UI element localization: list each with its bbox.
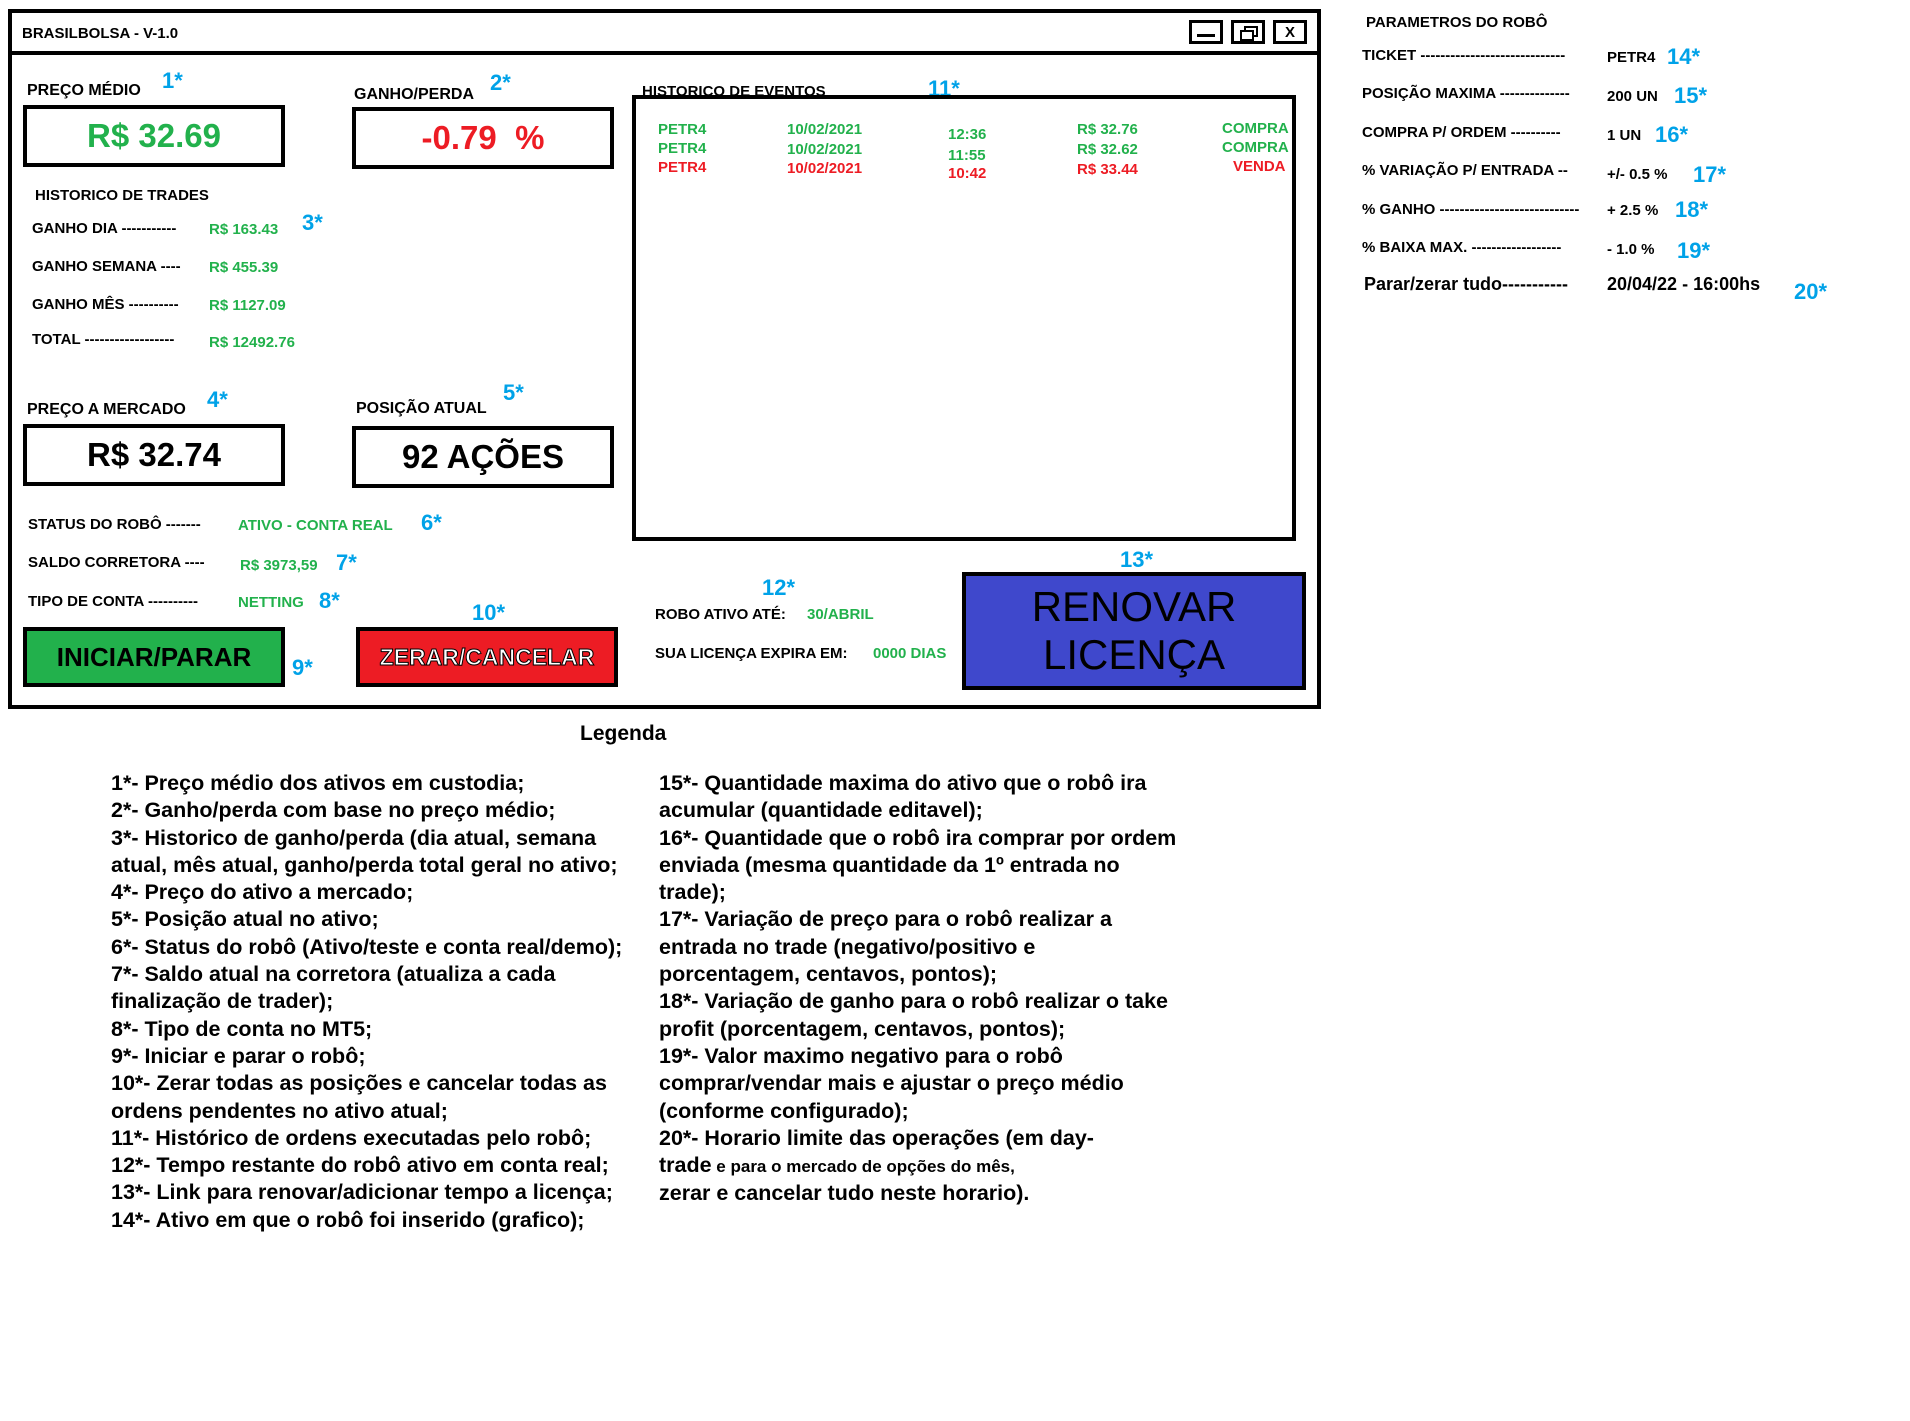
legend-item: 6*- Status do robô (Ativo/teste e conta real/demo); <box>111 934 623 959</box>
event-time: 12:36 <box>948 126 987 143</box>
event-type: COMPRA <box>1222 139 1289 156</box>
license-expires-label: SUA LICENÇA EXPIRA EM: <box>655 645 848 662</box>
legend-right-column <box>659 770 1179 1208</box>
legend-item: 5*- Posição atual no ativo; <box>111 907 379 932</box>
legend-item: 13*- Link para renovar/adicionar tempo a licença; <box>111 1180 613 1205</box>
legend-item: 8*- Tipo de conta no MT5; <box>111 1016 373 1041</box>
robot-status-label: STATUS DO ROBÔ ------- <box>28 516 201 533</box>
close-icon: X <box>1284 23 1295 41</box>
marker-8: 8* <box>319 588 340 613</box>
param-max-low-value: - 1.0 % <box>1607 241 1655 258</box>
legend-item: 18*- Variação de ganho para o robô realizar o take profit (porcentagem, centavos, pontos); <box>659 989 1169 1041</box>
param-entry-variation-value: +/- 0.5 % <box>1607 166 1668 183</box>
renew-label-line2: LICENÇA <box>1042 631 1226 678</box>
market-price-box <box>23 424 285 486</box>
legend-left-column <box>111 770 651 1234</box>
legend-item: 7*- Saldo atual na corretora (atualiza a cada finalização de trader); <box>111 962 556 1014</box>
marker-15: 15* <box>1674 83 1708 108</box>
events-panel <box>632 95 1296 541</box>
legend-item: 4*- Preço do ativo a mercado; <box>111 880 414 905</box>
event-type: VENDA <box>1233 158 1286 175</box>
param-gain-value: + 2.5 % <box>1607 202 1659 219</box>
close-button[interactable] <box>1273 20 1307 44</box>
minimize-button[interactable] <box>1189 20 1223 44</box>
gain-loss-value: -0.79 % <box>421 119 545 156</box>
event-date: 10/02/2021 <box>787 121 863 138</box>
start-stop-button[interactable] <box>23 627 285 687</box>
legend-item: 9*- Iniciar e parar o robô; <box>111 1043 366 1068</box>
event-time: 10:42 <box>948 165 987 182</box>
position-box <box>352 426 614 488</box>
avg-price-box <box>23 105 285 167</box>
gain-loss-label: GANHO/PERDA <box>354 86 475 103</box>
event-type: COMPRA <box>1222 120 1289 137</box>
param-max-position-value: 200 UN <box>1607 88 1658 105</box>
legend-item: 3*- Historico de ganho/perda (dia atual, semana atual, mês atual, ganho/perda total geral no ativo; <box>111 825 618 877</box>
restore-button[interactable] <box>1231 20 1265 44</box>
param-max-position-label: POSIÇÃO MAXIMA -------------- <box>1362 85 1570 102</box>
legend-item: 14*- Ativo em que o robô foi inserido (grafico); <box>111 1207 585 1232</box>
legend-item: 12*- Tempo restante do robô ativo em conta real; <box>111 1153 609 1178</box>
param-max-low-label: % BAIXA MAX. ------------------ <box>1362 239 1562 256</box>
legend-item: 15*- Quantidade maxima do ativo que o robô ira acumular (quantidade editavel); <box>659 771 1147 823</box>
event-time: 11:55 <box>948 147 986 164</box>
license-expires-value: 0000 DIAS <box>873 645 947 662</box>
marker-1: 1* <box>162 68 183 93</box>
renew-license-button[interactable] <box>962 572 1306 690</box>
account-type-value: NETTING <box>238 594 304 611</box>
zero-cancel-button[interactable] <box>356 627 618 687</box>
event-price: R$ 33.44 <box>1077 161 1138 178</box>
trade-row-value: R$ 1127.09 <box>209 297 286 314</box>
position-label: POSIÇÃO ATUAL <box>356 400 487 417</box>
event-ticker: PETR4 <box>658 121 707 138</box>
marker-12: 12* <box>762 575 796 600</box>
active-until-value: 30/ABRIL <box>807 606 874 623</box>
event-price: R$ 32.76 <box>1077 121 1138 138</box>
param-stop-all-value: 20/04/22 - 16:00hs <box>1607 274 1761 294</box>
avg-price-label: PREÇO MÉDIO <box>27 82 141 99</box>
market-price-label: PREÇO A MERCADO <box>27 401 186 418</box>
marker-2: 2* <box>490 70 511 95</box>
events-title: HISTORICO DE EVENTOS <box>642 83 826 100</box>
param-entry-variation-label: % VARIAÇÃO P/ ENTRADA -- <box>1362 162 1568 179</box>
legend-item: 17*- Variação de preço para o robô realizar a entrada no trade (negativo/positivo e porcentagem, centavos, pontos); <box>659 907 1112 987</box>
marker-3: 3* <box>302 210 323 235</box>
legend-item: 16*- Quantidade que o robô ira comprar por ordem enviada (mesma quantidade da 1º entrada no trade); <box>659 825 1177 905</box>
legend-item-20-line2b: e para o mercado de opções do mês, <box>711 1157 1015 1177</box>
account-type-label: TIPO DE CONTA ---------- <box>28 593 198 610</box>
window-title: BRASILBOLSA - V-1.0 <box>22 25 179 42</box>
legend-item <box>659 1125 1179 1208</box>
legend-item: 19*- Valor maximo negativo para o robô comprar/vendar mais e ajustar o preço médio (conforme configurado); <box>659 1043 1124 1123</box>
restore-icon <box>1240 26 1256 38</box>
balance-value: R$ 3973,59 <box>240 557 318 574</box>
trade-row-label: TOTAL ------------------ <box>32 331 175 348</box>
title-bar <box>12 13 1317 55</box>
zero-cancel-label: ZERAR/CANCELAR <box>379 643 595 670</box>
marker-20: 20* <box>1794 279 1828 304</box>
market-price-value: R$ 32.74 <box>87 436 221 473</box>
start-stop-label: INICIAR/PARAR <box>56 641 252 672</box>
legend-item-20-line3: zerar e cancelar tudo neste horario). <box>659 1181 1030 1206</box>
marker-13: 13* <box>1120 547 1154 572</box>
event-ticker: PETR4 <box>658 159 707 176</box>
param-order-qty-value: 1 UN <box>1607 127 1642 144</box>
marker-14: 14* <box>1667 44 1701 69</box>
marker-7: 7* <box>336 550 357 575</box>
legend-title: Legenda <box>580 722 667 745</box>
marker-9: 9* <box>292 655 313 680</box>
legend-item-20-line2a: trade <box>659 1153 712 1178</box>
event-date: 10/02/2021 <box>787 141 863 158</box>
minimize-icon <box>1197 34 1215 37</box>
marker-19: 19* <box>1677 238 1711 263</box>
trade-row-value: R$ 12492.76 <box>209 334 295 351</box>
event-price: R$ 32.62 <box>1077 141 1138 158</box>
trade-row-label: GANHO SEMANA ---- <box>32 258 181 275</box>
trade-row-label: GANHO MÊS ---------- <box>32 296 179 313</box>
marker-16: 16* <box>1655 122 1689 147</box>
param-ticker-label: TICKET ----------------------------- <box>1362 47 1566 64</box>
position-value: 92 AÇÕES <box>401 438 564 475</box>
renew-label-line1: RENOVAR <box>1031 583 1237 630</box>
event-date: 10/02/2021 <box>787 160 863 177</box>
avg-price-value: R$ 32.69 <box>87 117 221 154</box>
param-ticker-value: PETR4 <box>1607 49 1656 66</box>
marker-6: 6* <box>421 510 442 535</box>
params-title: PARAMETROS DO ROBÔ <box>1366 14 1548 31</box>
trade-history-title: HISTORICO DE TRADES <box>35 187 209 204</box>
marker-10: 10* <box>472 600 506 625</box>
param-order-qty-label: COMPRA P/ ORDEM ---------- <box>1362 124 1561 141</box>
event-ticker: PETR4 <box>658 140 707 157</box>
active-until-label: ROBO ATIVO ATÉ: <box>655 606 786 623</box>
trade-row-value: R$ 455.39 <box>209 259 279 276</box>
param-gain-label: % GANHO ---------------------------- <box>1362 201 1580 218</box>
balance-label: SALDO CORRETORA ---- <box>28 554 205 571</box>
trade-row-label: GANHO DIA ----------- <box>32 220 177 237</box>
marker-17: 17* <box>1693 162 1727 187</box>
param-stop-all-label: Parar/zerar tudo----------- <box>1364 274 1568 294</box>
gain-loss-box <box>352 107 614 169</box>
legend-item: 2*- Ganho/perda com base no preço médio; <box>111 798 556 823</box>
marker-4: 4* <box>207 387 228 412</box>
legend-item-20-line1: 20*- Horario limite das operações (em day- <box>659 1125 1094 1150</box>
legend-item: 1*- Preço médio dos ativos em custodia; <box>111 771 525 795</box>
trade-row-value: R$ 163.43 <box>209 221 279 238</box>
legend-item: 10*- Zerar todas as posições e cancelar todas as ordens pendentes no ativo atual; <box>111 1071 607 1123</box>
legend-item-20-line2 <box>659 1152 1179 1180</box>
marker-5: 5* <box>503 380 524 405</box>
marker-18: 18* <box>1675 197 1709 222</box>
robot-status-value: ATIVO - CONTA REAL <box>238 517 393 534</box>
marker-11: 11* <box>928 76 960 101</box>
legend-item: 11*- Histórico de ordens executadas pelo robô; <box>111 1125 592 1150</box>
